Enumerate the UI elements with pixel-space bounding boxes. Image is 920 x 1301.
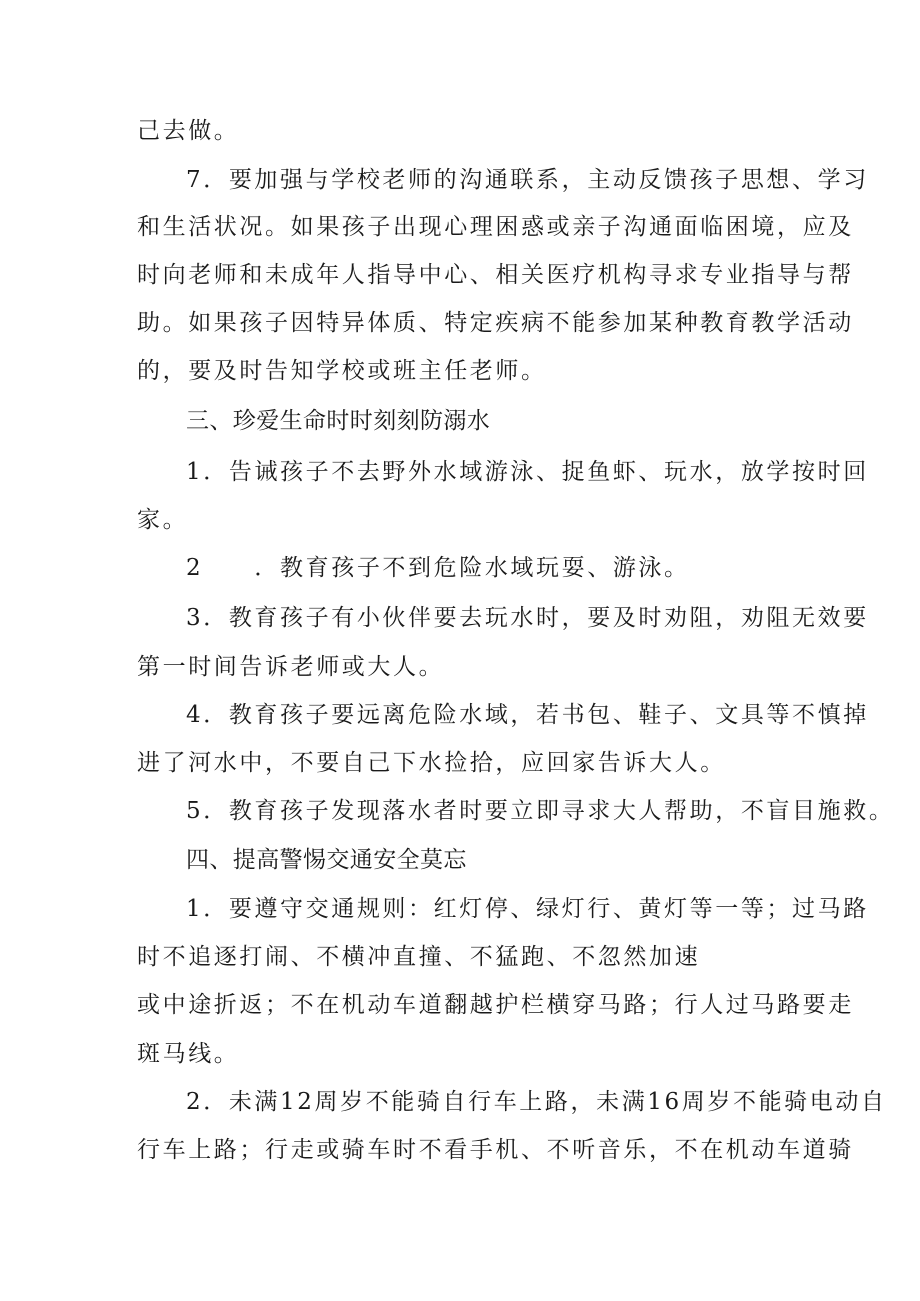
paragraph-7-continuation-line: 己去做。 bbox=[137, 118, 240, 144]
traffic-item-2-line-2: 行车上路；行走或骑车时不看手机、不听音乐，不在机动车道骑 bbox=[137, 1137, 854, 1163]
drowning-item-1-line-2: 家。 bbox=[137, 507, 189, 533]
section-3-heading: 三、珍爱生命时时刻刻防溺水 bbox=[186, 408, 491, 434]
drowning-item-5-line-1: 5．教育孩子发现落水者时要立即寻求大人帮助，不盲目施救。 bbox=[186, 798, 895, 824]
section-4-heading: 四、提高警惕交通安全莫忘 bbox=[186, 847, 467, 873]
item-7-line-2: 和生活状况。如果孩子出现心理困惑或亲子沟通面临困境，应及 bbox=[137, 214, 854, 240]
drowning-item-3-line-2: 第一时间告诉老师或大人。 bbox=[137, 654, 445, 680]
traffic-item-1-line-4: 斑马线。 bbox=[137, 1041, 240, 1067]
drowning-item-4-line-2: 进了河水中，不要自己下水捡拾，应回家告诉大人。 bbox=[137, 750, 726, 776]
traffic-item-1-line-1: 1．要遵守交通规则：红灯停、绿灯行、黄灯等一等；过马路 bbox=[186, 896, 869, 922]
traffic-item-2-line-1: 2．未满12周岁不能骑自行车上路，未满16周岁不能骑电动自 bbox=[186, 1089, 887, 1115]
item-7-line-1: 7．要加强与学校老师的沟通联系，主动反馈孩子思想、学习 bbox=[186, 167, 869, 193]
drowning-item-1-line-1: 1．告诫孩子不去野外水域游泳、捉鱼虾、玩水，放学按时回 bbox=[186, 459, 869, 485]
drowning-item-2-line-1: 2 ．教育孩子不到危险水域玩耍、游泳。 bbox=[186, 555, 690, 581]
item-7-line-5: 的，要及时告知学校或班主任老师。 bbox=[137, 358, 547, 384]
item-7-line-4: 助。如果孩子因特异体质、特定疾病不能参加某种教育教学活动 bbox=[137, 310, 854, 336]
drowning-item-3-line-1: 3．教育孩子有小伙伴要去玩水时，要及时劝阻，劝阻无效要 bbox=[186, 605, 869, 631]
traffic-item-1-line-3: 或中途折返；不在机动车道翻越护栏横穿马路；行人过马路要走 bbox=[137, 992, 854, 1018]
item-7-line-3: 时向老师和未成年人指导中心、相关医疗机构寻求专业指导与帮 bbox=[137, 262, 854, 288]
traffic-item-1-line-2: 时不追逐打闹、不横冲直撞、不猛跑、不忽然加速 bbox=[137, 944, 701, 970]
drowning-item-4-line-1: 4．教育孩子要远离危险水域，若书包、鞋子、文具等不慎掉 bbox=[186, 702, 869, 728]
